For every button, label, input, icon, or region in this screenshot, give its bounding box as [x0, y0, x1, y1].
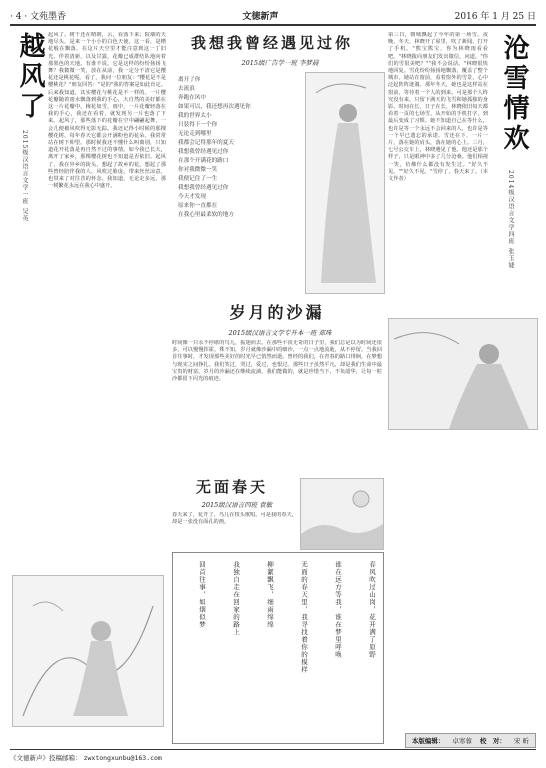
paper-name: 文徳新声 — [242, 11, 279, 22]
poem-line: 在我心里最柔软的地方 — [178, 212, 234, 218]
right-article-byline: 2014级汉语言文学四班 张玉婕 — [507, 170, 514, 270]
poem-line: 原来你一直都在 — [178, 203, 218, 209]
right-article-body-top: 第三日，朝城飘起了今年的第一场雪。夜晚，冬天，林晓开了屋里，吹了新闻，打开了手机。"熊宝熊宝，你为林晓雨看看吧。"林晓拨向朋友们发出微信，问道。"你们的雪很美吧？""我不会说话。"林晓很快地回复。雪花纷纷扬扬地飘落，覆盖了整个城市。她站在窗前，看着窗外的雪景，心中泛起阵阵涟漪。那年冬天，她也是这样站在窗前，等待着一个人的到来。可是那个人终究没有来，只留下满天的飞雪和她孤独的身影。时间在长，日子在长，林晓依旧每天都看着一页的七场雪。从开始的手机打字，到最后变成了习惯。她不知道自己在等什么，也许是等一个永远不会回来的人，也许是等一个早已遗忘的承诺。雪还在下，一片一片，落在她的肩头，落在她的心上。三月，七号公交车上，林晓遇见了他。他还是那个样子，只是眼神中多了几分沧桑。他们相视一笑，仿佛什么都没有发生过。"好久不见。""好久不见。"雪停了，春天来了。（本文作者） — [388, 32, 488, 183]
footer-email[interactable]: zwxtongxunbu@163.com — [83, 753, 162, 762]
left-article-title: 越风了 — [15, 32, 45, 122]
spring-scene-illustration — [301, 479, 383, 549]
poem-line: 我想我曾经遇见过你 — [178, 185, 229, 191]
editor-name: 卓寒蓉 — [452, 737, 472, 745]
proof-name: 宋 昕 — [513, 737, 529, 745]
vertical-poem-3: 无面的春天里，我寻找着你的模样 — [300, 561, 308, 674]
page-footer — [10, 749, 536, 764]
poem-line: 我便记住了一生 — [178, 176, 218, 182]
right-illustration — [388, 318, 538, 430]
vertical-poem-6: 回首往事，如烟似梦 — [198, 561, 206, 629]
page-label: · 4 · 文苑墨香 — [10, 11, 67, 22]
center-mid-byline: 2015级汉语言文学专升本一班 郑珠 — [228, 329, 332, 337]
poem-line: 在那个开满花的路口 — [178, 158, 229, 164]
editor-credit — [405, 733, 536, 748]
proof-label: 校 对： — [479, 737, 506, 745]
vertical-poem-2: 谁在远方等我，谁在梦里呼唤 — [334, 561, 342, 659]
poem-line: 我想我曾经遇见过你 — [178, 149, 229, 155]
poem-line: 离开了你 — [178, 77, 201, 83]
vertical-poem-5: 我独自走在回家的路上 — [232, 561, 240, 636]
editor-label: 本版编辑： — [411, 737, 445, 745]
footer-submission — [10, 753, 162, 762]
snow-lady-illustration — [389, 319, 537, 429]
center-top-illustration — [305, 72, 385, 294]
poem-line: 只装得下一个你 — [178, 122, 218, 128]
left-article-body: 起风了。树干还在晴朗，云，看落下来；院墙的天地尽头，是来一个小小的白色天使。这一看，是槽花般在飘落。在这片天空里才能注意到这一丁旧光。伴着清新，以及甘露，花瓣已成群结队地向着那墨色的天地。有谁不说，它是这样的纷纷扬扬飞舞？我微微一笑，放在从前，我一定分不清它是樱花还是桃花呢。看了，我问一位朋友："樱花是不是樱桃花？"朋友回答："是的"我的答案是如此肯定。后来我知道，其实樱花与桃花是不一样的。一片樱花瓣随着雨水飘落到我的手心，大自然的美好都在这一片花瓣中。梅花如雪，雨中，一片花瓣轻落在我的手心，我还在看着，就发现另一片也落了下来。起风了，那些落下的花瓣在空中翩翩起舞，一会儿便被风吹得无影无踪。我还记得小时候的那棵樱花树，每年春天它都会开满粉色的花朵，我常常站在树下仰望。那时候我还不懂什么叫离别，只知道花开花落是再自然不过的事情。如今我已长大，离开了家乡，那棵樱花树也不知道是否依旧。起风了，我在异乡的街头，想起了故乡的花，想起了那些曾经陪伴我的人。风吹过脸庞，带来丝丝凉意，也带来了对往昔的怀念。我知道，无论走多远，那一树繁花永远在我心中盛开。 — [48, 32, 166, 190]
poem-line: 无论走到哪里 — [178, 131, 212, 137]
issue-date: 2016 年 1 月 25 日 — [454, 11, 536, 22]
poem-line: 去流浪 — [178, 86, 195, 92]
poem-line: 如果可以，我还想再次遇见你 — [178, 104, 251, 110]
center-mid-body: 时间像一只永不停歇的鸟儿，振翅而去。在那些平淡无奇的日子里，我们总是以为时间还很多，可以慢慢挥霍。殊不知，岁月就像沙漏中的细沙，一点一点地流逝，从不停留。当我回首往事时，才发现那些美好的时光早已悄然而逝。曾经的我们，在青春的路口徘徊，在梦想与现实之间挣扎。我们笑过，哭过，爱过，也恨过。那些日子虽然平凡，却是我们生命中最宝贵的财富。岁月的沙漏还在继续流淌，我们能做的，就是珍惜当下，不负韶华，让每一粒沙都留下闪光的痕迹。 — [172, 340, 382, 383]
ink-lady-illustration — [13, 576, 163, 726]
vertical-poem-box — [172, 552, 384, 744]
left-illustration — [12, 575, 164, 727]
poem-line: 我都会记得那年的夏天 — [178, 140, 234, 146]
poem-line: 今天才发现 — [178, 194, 206, 200]
poem-line: 你对我微微一笑 — [178, 167, 218, 173]
poem-line: 我的世界太小 — [178, 113, 212, 119]
vertical-poem-1: 春风吹过山岗，花开满了原野 — [368, 561, 376, 659]
center-mid-title: 岁月的沙漏 — [229, 303, 325, 322]
center-top-title: 我想我曾经遇见过你 — [190, 34, 353, 52]
page-header — [10, 6, 536, 26]
center-top-poem — [178, 76, 298, 296]
center-top-byline: 2015级广告学一班 李梦晨 — [241, 59, 319, 67]
center-bottom-byline: 2015级汉语言四班 袁敏 — [201, 501, 273, 509]
footer-label: 《文徳新声》投稿邮箱： — [10, 753, 82, 762]
ink-figure-illustration — [306, 73, 384, 293]
vertical-poem-4: 柳絮飘飞，细雨绵绵 — [266, 561, 274, 629]
right-article-title: 沧雪情欢 — [499, 34, 529, 154]
center-bottom-body: 春天来了，花开了，鸟儿在枝头歌唱。可是我的春天，却是一张没有面孔的画。 — [172, 512, 297, 526]
center-bottom-illustration — [300, 478, 384, 550]
center-bottom-title: 无面春天 — [195, 478, 268, 496]
poem-line: 奔跑在风中 — [178, 95, 206, 101]
left-article-byline: 2015级汉语言文学一班 吴英 — [21, 130, 28, 223]
